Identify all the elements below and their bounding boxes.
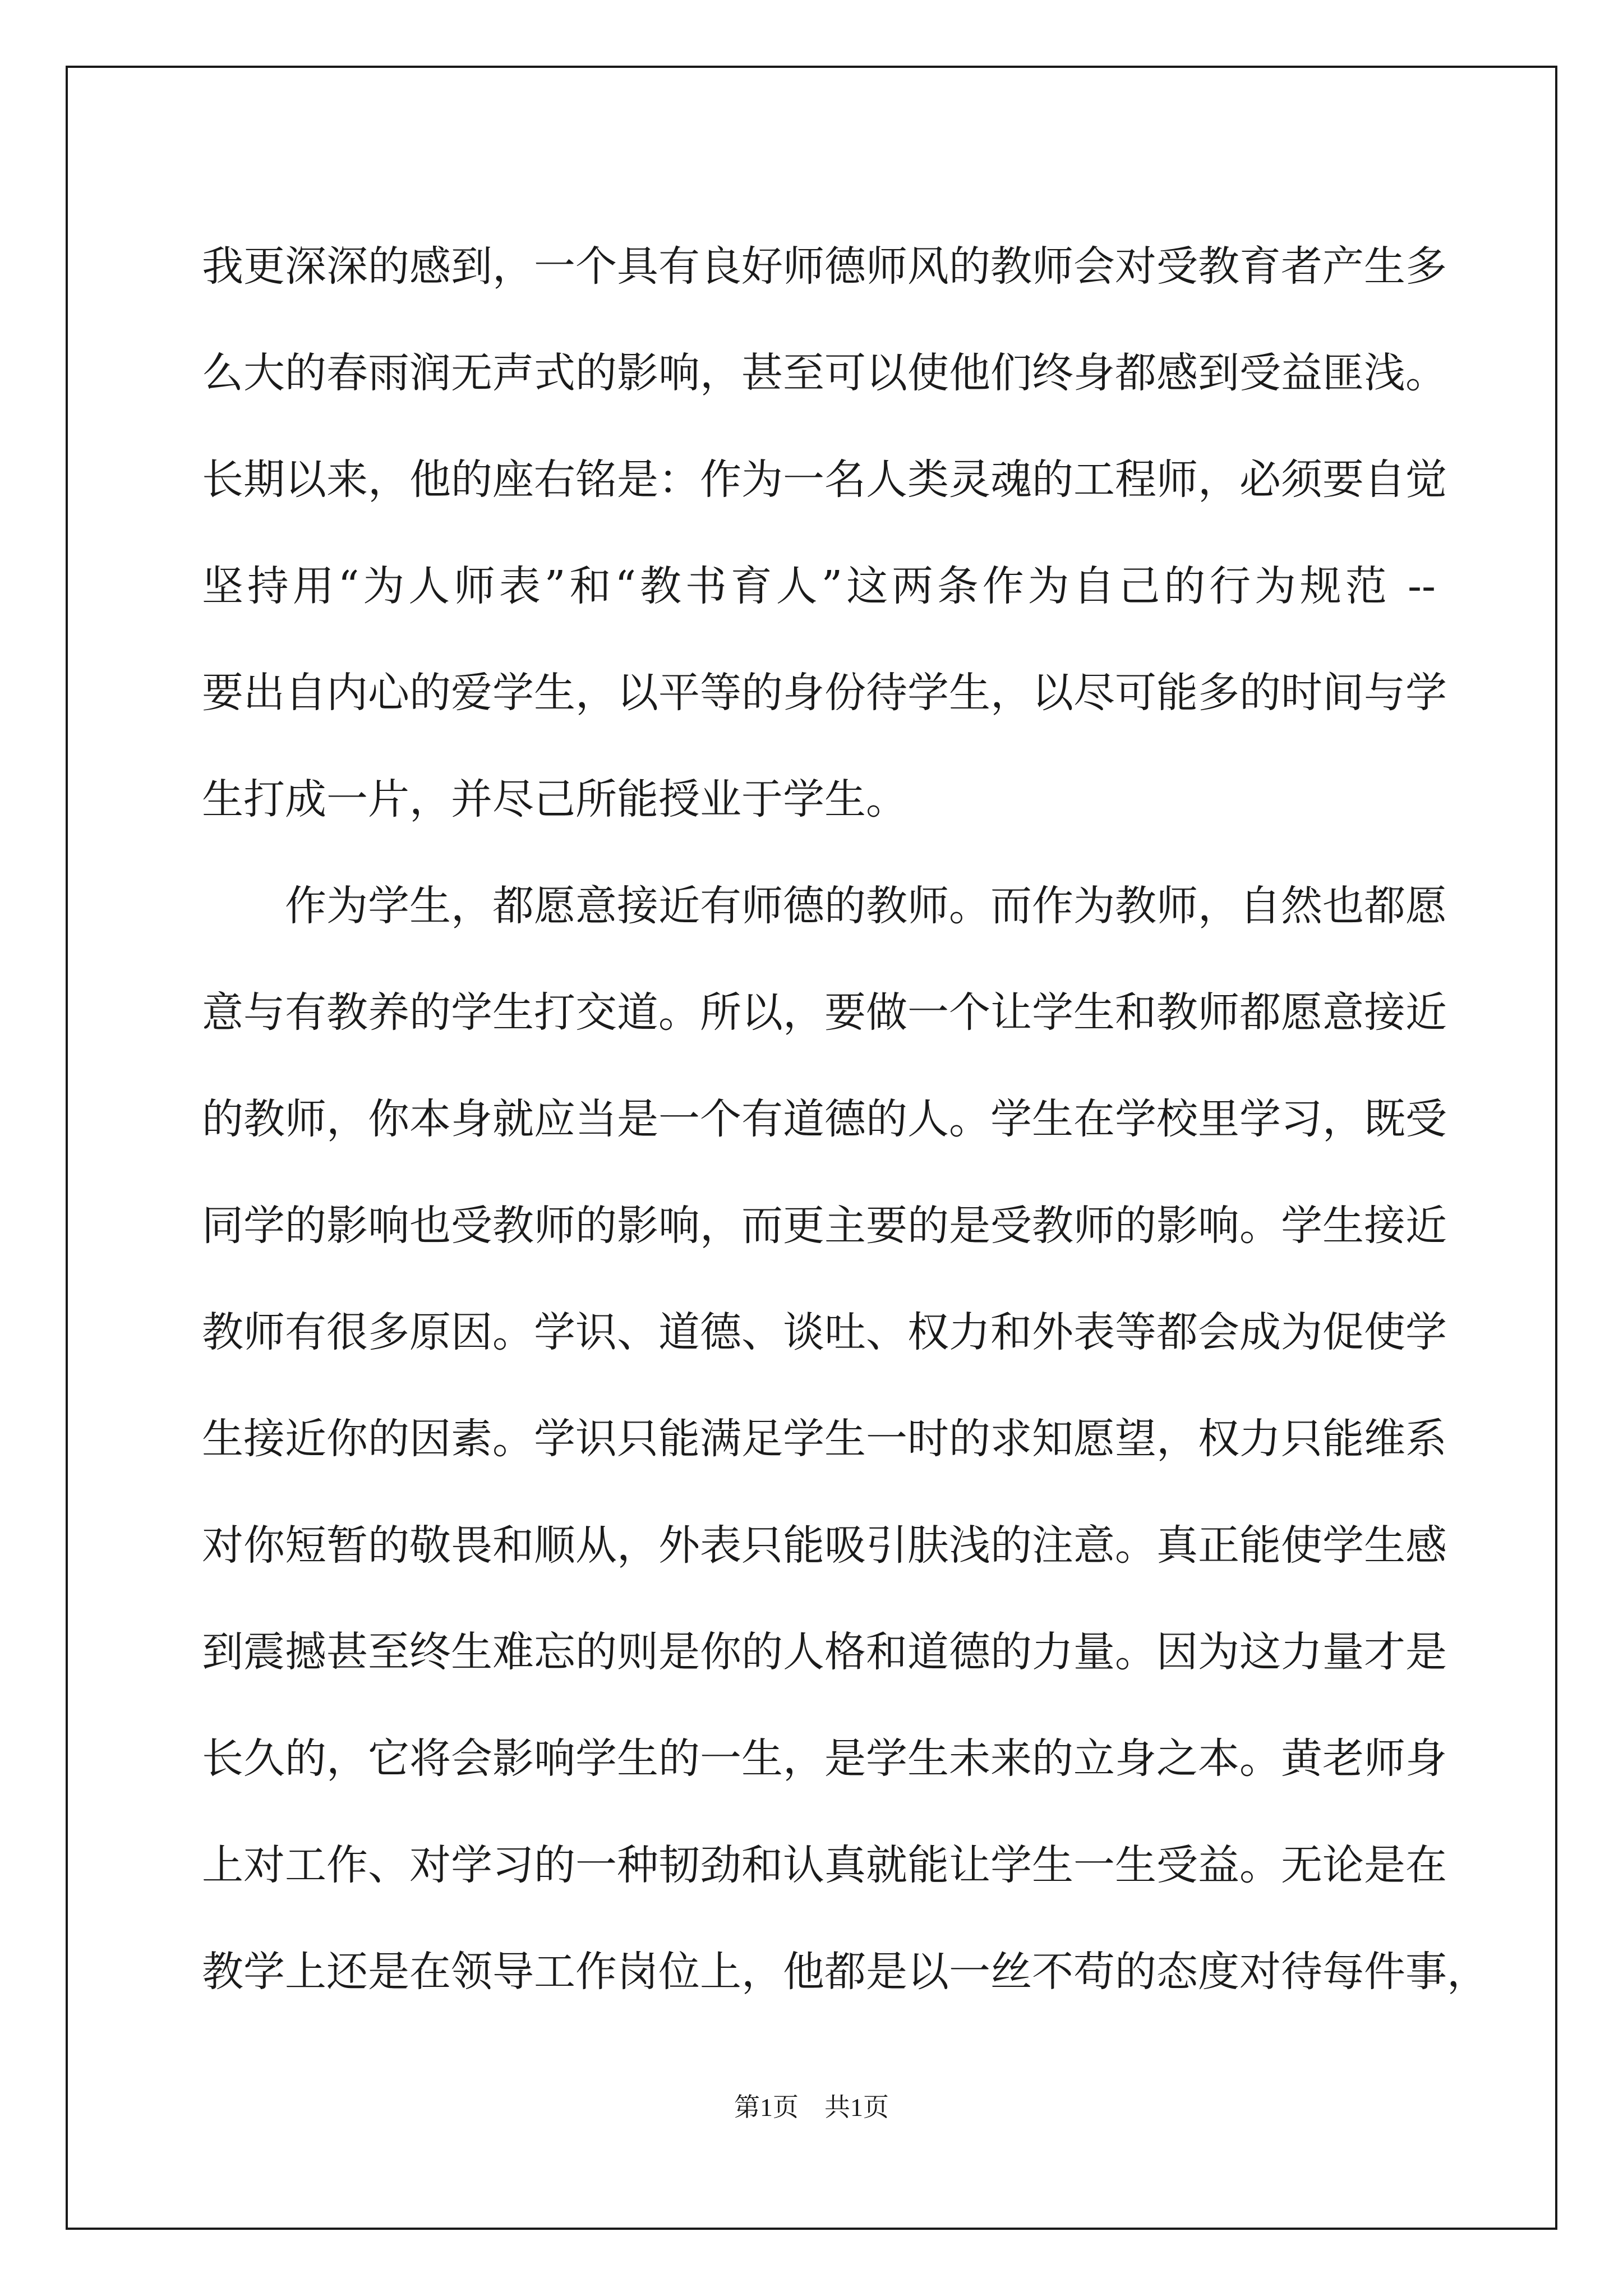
document-body [202,213,1488,2025]
text-line: 么大的春雨润无声式的影响，甚至可以使他们终身都感到受益匪浅。 [202,349,1447,397]
text-line: 要出自内心的爱学生，以平等的身份待学生，以尽可能多的时间与学 [202,669,1447,717]
text-line: 作为学生，都愿意接近有师德的教师。而作为教师，自然也都愿 [202,882,1447,930]
text-line: 对你短暂的敬畏和顺从，外表只能吸引肤浅的注意。真正能使学生感 [202,1521,1447,1570]
text-line: 教学上还是在领导工作岗位上，他都是以一丝不苟的态度对待每件事， [202,1948,1488,1996]
text-line: 上对工作、对学习的一种韧劲和认真就能让学生一生受益。无论是在 [202,1841,1447,1889]
text-line: 生打成一片，并尽己所能授业于学生。 [202,775,907,823]
text-line: 意与有教养的学生打交道。所以，要做一个让学生和教师都愿意接近 [202,988,1447,1037]
text-line: 到震撼甚至终生难忘的则是你的人格和道德的力量。因为这力量才是 [202,1628,1447,1676]
text-line: 同学的影响也受教师的影响，而更主要的是受教师的影响。学生接近 [202,1202,1447,1250]
text-line: 长期以来，他的座右铭是：作为一名人类灵魂的工程师，必须要自觉 [202,455,1447,504]
text-line: 的教师，你本身就应当是一个有道德的人。学生在学校里学习，既受 [202,1095,1447,1143]
page-footer: 第1页 共1页 [734,2093,889,2122]
text-line: 教师有很多原因。学识、道德、谈吐、权力和外表等都会成为促使学 [202,1308,1447,1356]
text-line: 我更深深的感到，一个具有良好师德师风的教师会对受教育者产生多 [202,242,1447,291]
text-line: 长久的，它将会影响学生的一生，是学生未来的立身之本。黄老师身 [202,1734,1447,1783]
text-line: 坚持用“为人师表”和“教书育人”这两条作为自己的行为规范 -- [202,562,1436,610]
text-line: 生接近你的因素。学识只能满足学生一时的求知愿望，权力只能维系 [202,1415,1447,1463]
